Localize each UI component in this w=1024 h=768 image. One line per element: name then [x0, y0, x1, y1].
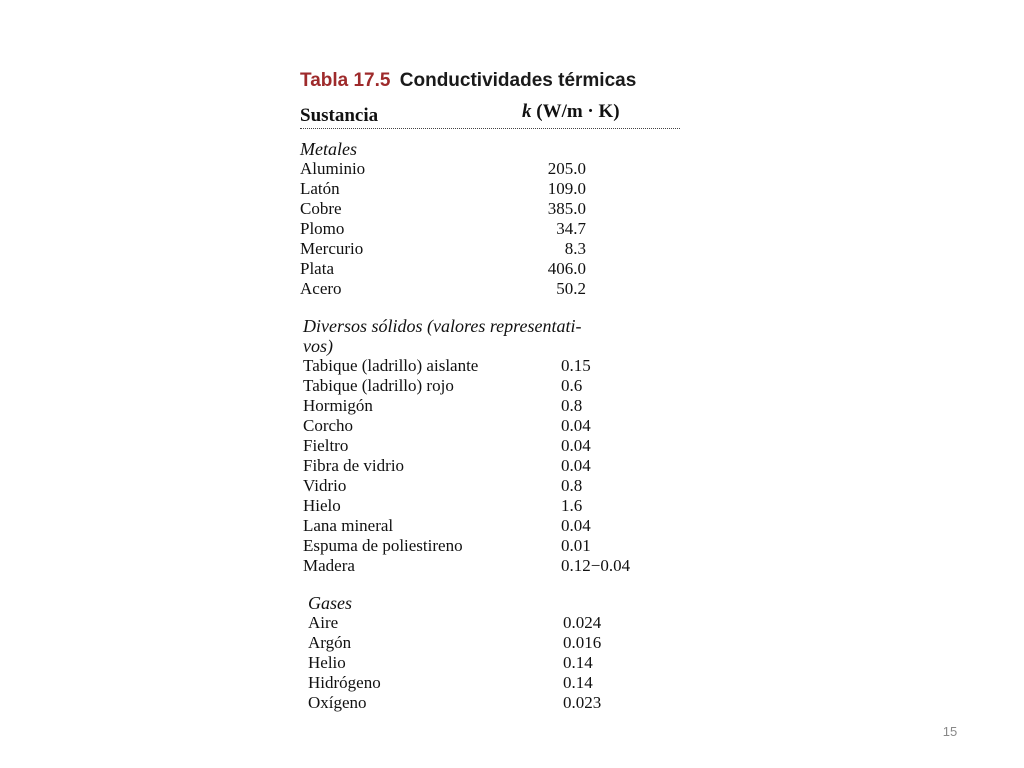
- section-title-solidos-line1: Diversos sólidos (valores representati-: [303, 316, 582, 336]
- page-number: 15: [942, 724, 958, 739]
- conductivity-value: 1.6: [561, 496, 583, 515]
- substance-name: Tabique (ladrillo) aislante: [303, 356, 479, 375]
- substance-name: Aire: [308, 613, 339, 632]
- table-number-label: Tabla 17.5: [300, 70, 391, 91]
- section-title-metales: Metales: [300, 139, 357, 159]
- substance-name: Corcho: [303, 416, 354, 435]
- table-row: [308, 693, 680, 713]
- substance-name: Plata: [300, 259, 334, 278]
- table-row: [303, 396, 680, 416]
- substance-name: Acero: [300, 279, 342, 298]
- conductivity-table: [300, 70, 680, 713]
- substance-name: Cobre: [300, 199, 342, 218]
- table-row: [308, 613, 680, 633]
- section-title-gases: Gases: [308, 593, 352, 613]
- header-substance: Sustancia: [300, 105, 379, 126]
- conductivity-value: 0.023: [563, 693, 602, 712]
- conductivity-value: 34.7: [556, 219, 586, 238]
- conductivity-value: 0.12−0.04: [561, 556, 631, 575]
- conductivity-value: 406.0: [547, 259, 586, 278]
- header-conductivity: [522, 101, 620, 123]
- substance-name: Fieltro: [303, 436, 349, 455]
- table-title: [300, 70, 680, 100]
- conductivity-value: 385.0: [547, 199, 586, 218]
- substance-name: Argón: [308, 633, 352, 652]
- conductivity-value: 0.04: [561, 456, 591, 475]
- substance-name: Espuma de poliestireno: [303, 536, 463, 555]
- conductivity-value: 50.2: [556, 279, 586, 298]
- substance-name: Lana mineral: [303, 516, 394, 535]
- substance-name: Hielo: [303, 496, 341, 515]
- substance-name: Hormigón: [303, 396, 373, 415]
- substance-name: Vidrio: [303, 476, 347, 495]
- conductivity-value: 109.0: [547, 179, 586, 198]
- table-row: [303, 416, 680, 436]
- table-row: [300, 219, 680, 239]
- conductivity-value: 0.6: [561, 376, 583, 395]
- conductivity-value: 0.8: [561, 396, 583, 415]
- substance-name: Hidrógeno: [308, 673, 381, 692]
- conductivity-value: 205.0: [547, 159, 586, 178]
- substance-name: Plomo: [300, 219, 345, 238]
- table-row: [303, 556, 680, 576]
- conductivity-value: 0.01: [561, 536, 591, 555]
- substance-name: Madera: [303, 556, 355, 575]
- substance-name: Helio: [308, 653, 346, 672]
- table-row: [303, 456, 680, 476]
- conductivity-value: 0.04: [561, 436, 591, 455]
- header-k-symbol: k: [522, 101, 532, 122]
- table-row: [308, 653, 680, 673]
- conductivity-value: 0.8: [561, 476, 583, 495]
- table-row: [303, 476, 680, 496]
- substance-name: Aluminio: [300, 159, 366, 178]
- header-unit: (W/m · K): [536, 101, 620, 122]
- conductivity-value: 0.016: [563, 633, 602, 652]
- table-row: [300, 259, 680, 279]
- table-row: [303, 436, 680, 456]
- table-title-text: Conductividades térmicas: [399, 70, 637, 91]
- conductivity-value: 0.15: [561, 356, 591, 375]
- table-header: [300, 100, 680, 129]
- table-row: [303, 376, 680, 396]
- rows-solidos: [303, 356, 680, 576]
- conductivity-value: 0.04: [561, 516, 591, 535]
- section-gases: [300, 593, 680, 713]
- section-title-solidos-line2: vos): [303, 336, 333, 356]
- conductivity-value: 0.024: [563, 613, 602, 632]
- substance-name: Latón: [300, 179, 340, 198]
- table-row: [300, 199, 680, 219]
- conductivity-value: 8.3: [564, 239, 586, 258]
- table-row: [303, 516, 680, 536]
- table-row: [308, 633, 680, 653]
- rows-gases: [308, 613, 680, 713]
- table-row: [300, 159, 680, 179]
- table-row: [300, 239, 680, 259]
- rows-metales: [300, 159, 680, 299]
- conductivity-value: 0.04: [561, 416, 591, 435]
- conductivity-value: 0.14: [563, 673, 593, 692]
- table-row: [303, 496, 680, 516]
- substance-name: Tabique (ladrillo) rojo: [303, 376, 454, 395]
- substance-name: Mercurio: [300, 239, 364, 258]
- substance-name: Oxígeno: [308, 693, 367, 712]
- table-row: [303, 536, 680, 556]
- table-row: [303, 356, 680, 376]
- section-solidos: [300, 316, 680, 576]
- table-row: [308, 673, 680, 693]
- substance-name: Fibra de vidrio: [303, 456, 405, 475]
- conductivity-value: 0.14: [563, 653, 593, 672]
- section-metales: [300, 139, 680, 299]
- table-row: [300, 179, 680, 199]
- table-row: [300, 279, 680, 299]
